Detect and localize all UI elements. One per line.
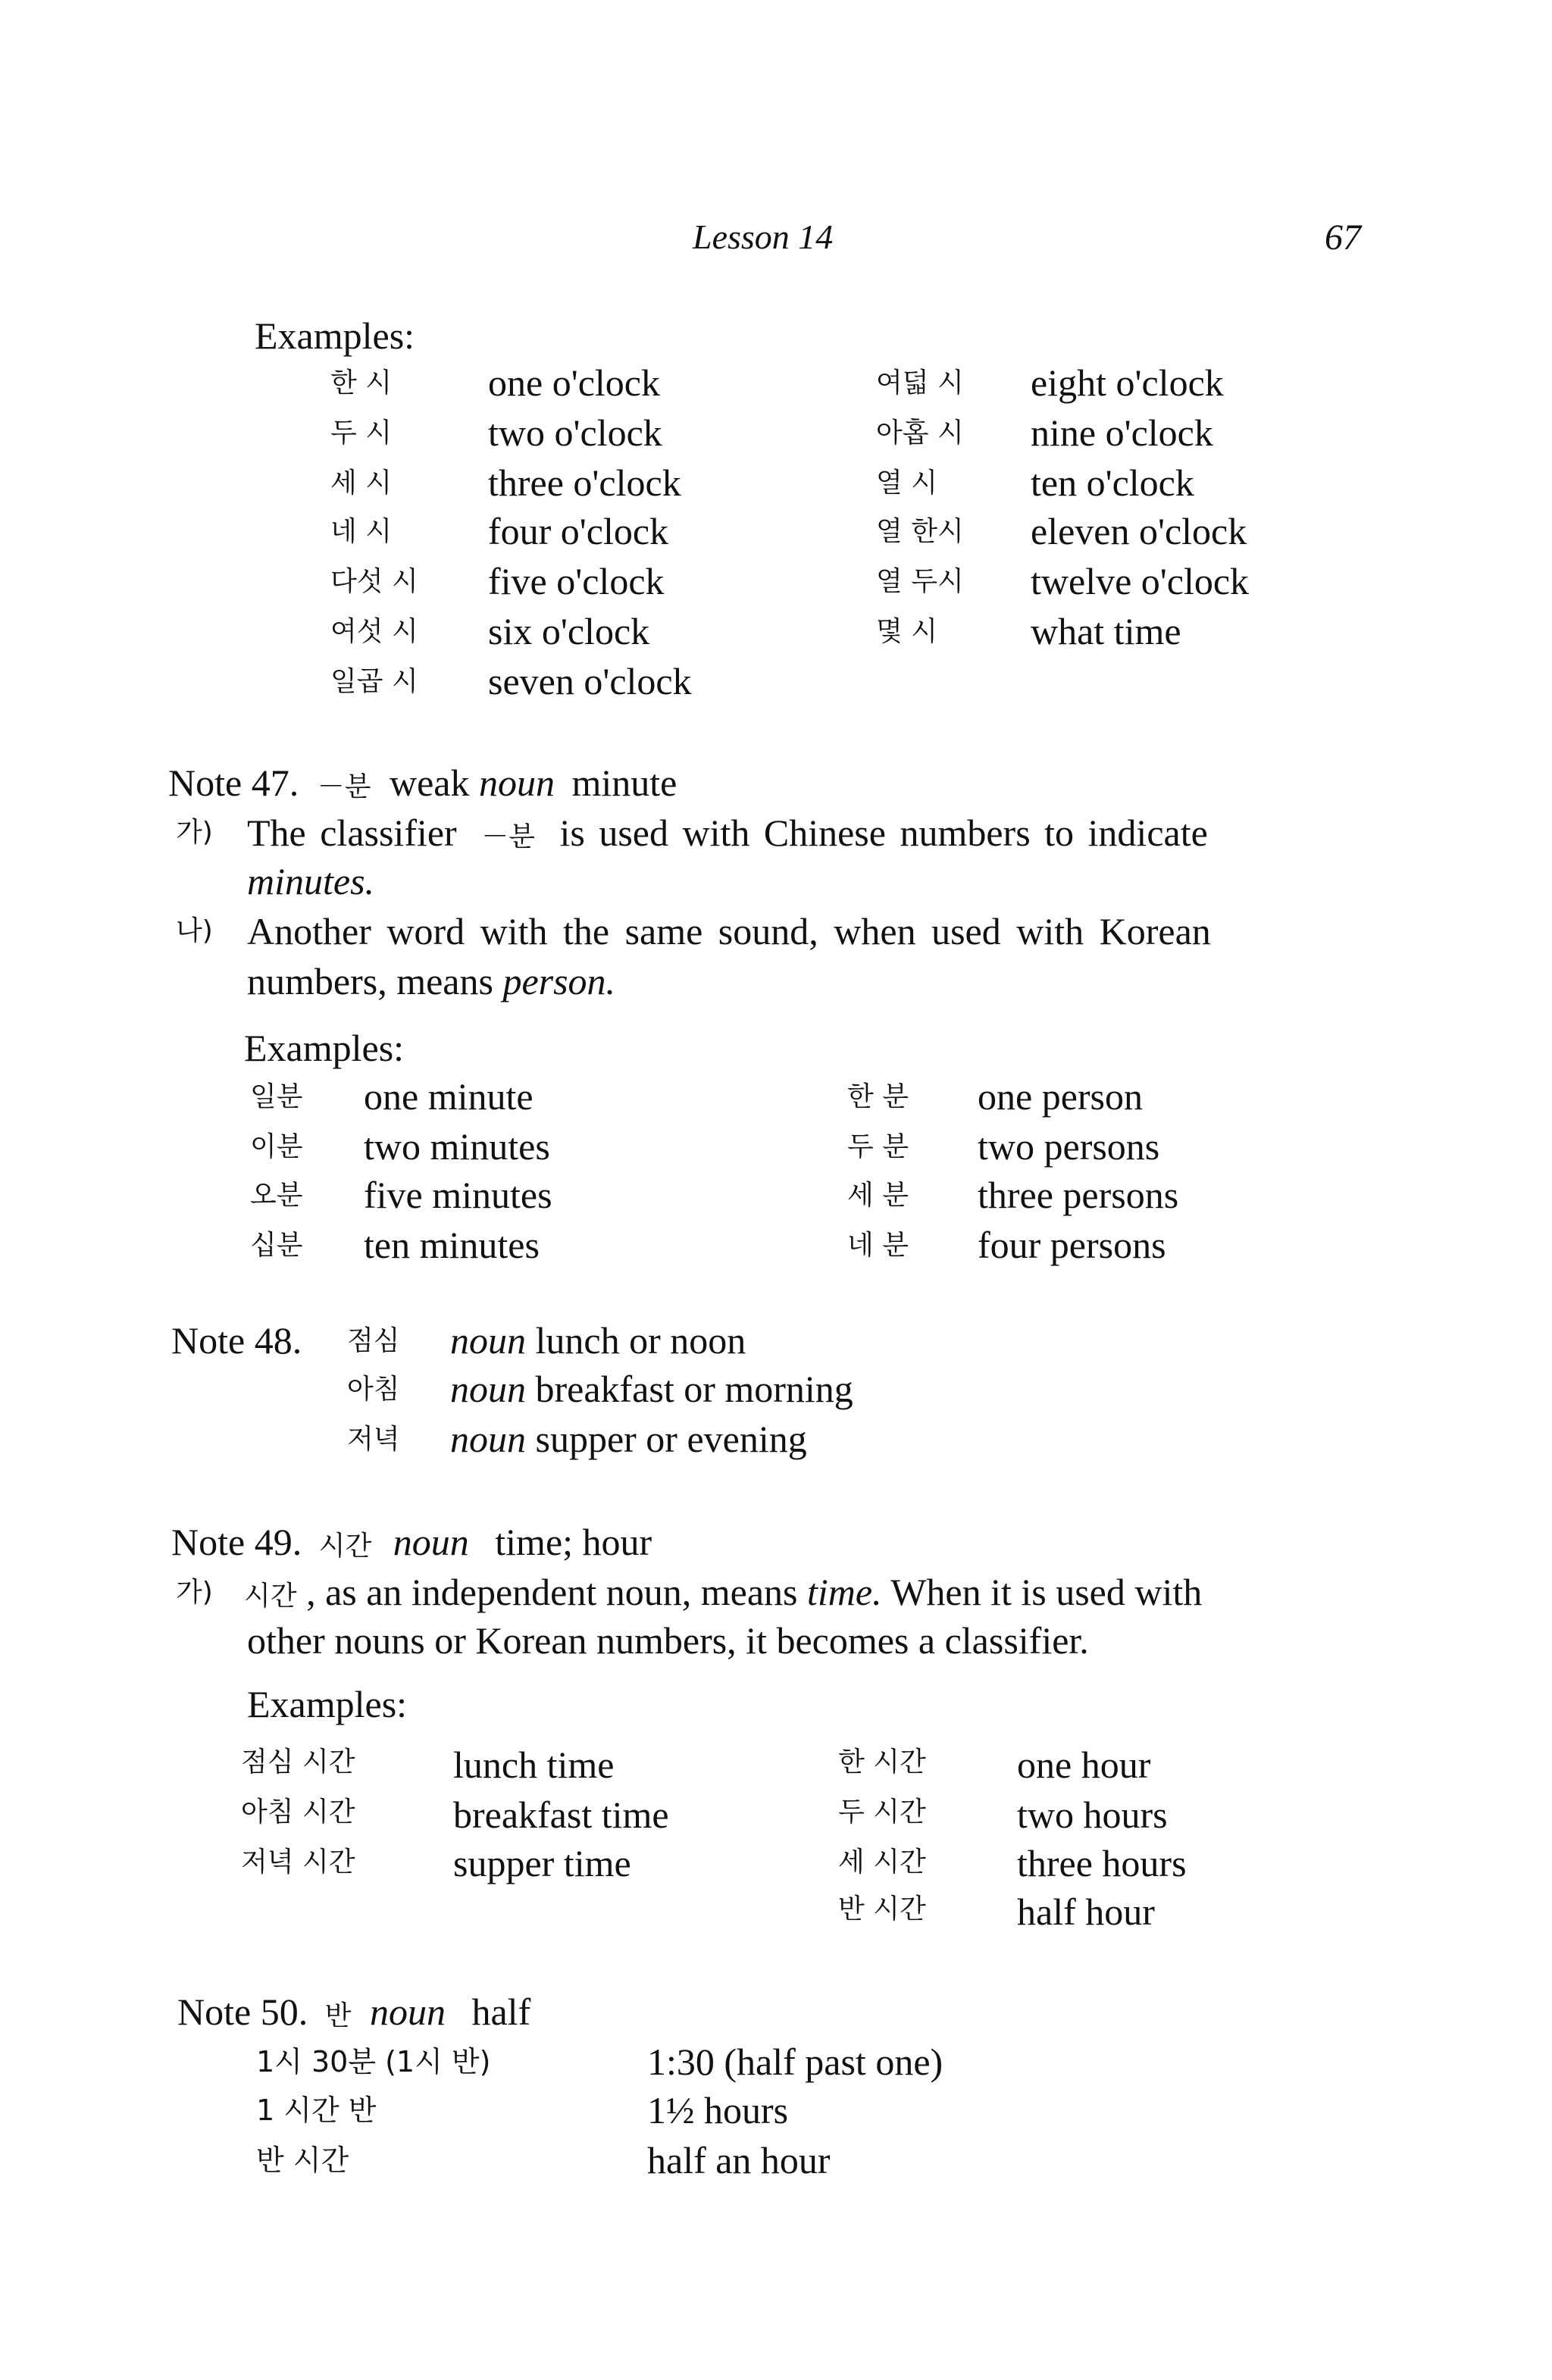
- vocab-english: supper or evening: [535, 1418, 807, 1460]
- hour-korean: 반 시간: [838, 1894, 926, 1925]
- note-47-line-b1: Another word with the same sound, when used with Korean: [247, 910, 1211, 952]
- note-49-line-a1: [244, 1573, 1202, 1611]
- hour-korean: 일곱 시: [330, 666, 418, 697]
- note-49-heading: [171, 1523, 652, 1561]
- hour-korean: 한 시간: [838, 1747, 926, 1778]
- minute-korean: 십분: [250, 1230, 303, 1261]
- vocab-entry: [450, 1319, 746, 1362]
- note-term: 시간: [318, 1531, 372, 1562]
- text-span: person.: [502, 960, 616, 1002]
- person-english: one person: [978, 1075, 1143, 1118]
- hour-english: ten o'clock: [1031, 461, 1194, 504]
- item-marker: 가): [176, 1577, 213, 1608]
- minute-english: ten minutes: [364, 1224, 540, 1266]
- page-number: 67: [1325, 217, 1361, 258]
- text-span: is used with Chinese numbers to indicate: [559, 812, 1208, 854]
- vocab-english: breakfast or morning: [535, 1368, 853, 1410]
- note-47-line-b2: [247, 962, 615, 1000]
- vocab-korean: 저녁: [347, 1424, 400, 1455]
- person-korean: 네 분: [847, 1230, 909, 1261]
- hour-english: eleven o'clock: [1031, 510, 1247, 552]
- hour-english: seven o'clock: [488, 660, 692, 702]
- hour-english: four o'clock: [488, 510, 669, 552]
- item-marker: 나): [176, 915, 213, 946]
- person-korean: 두 분: [847, 1131, 909, 1162]
- item-marker: 가): [176, 817, 213, 848]
- note-pos: noun: [450, 1418, 526, 1460]
- note-desc: weak: [389, 762, 470, 804]
- vocab-english: lunch or noon: [535, 1319, 746, 1362]
- text-span: , as an independent noun, means: [306, 1571, 798, 1613]
- examples-heading: Examples:: [255, 314, 415, 357]
- half-korean: 반 시간: [256, 2144, 349, 2177]
- minute-korean: 오분: [250, 1180, 303, 1211]
- note-50-heading: [177, 1993, 530, 2031]
- hour-english: six o'clock: [488, 610, 650, 652]
- text-span: time.: [807, 1571, 882, 1613]
- vocab-korean: 점심: [347, 1325, 400, 1356]
- korean-term: －분: [481, 821, 535, 852]
- note-label: Note 48.: [171, 1319, 302, 1362]
- minute-korean: 이분: [250, 1131, 303, 1162]
- half-korean: 1 시간 반: [256, 2094, 377, 2127]
- hour-korean: 두 시간: [838, 1797, 926, 1828]
- hour-english: one o'clock: [488, 361, 660, 404]
- note-gloss: minute: [571, 762, 677, 804]
- hour-korean: 세 시간: [838, 1847, 926, 1878]
- person-english: four persons: [978, 1224, 1166, 1266]
- note-pos: noun: [450, 1368, 526, 1410]
- half-english: 1:30 (half past one): [647, 2041, 943, 2083]
- hour-english: eight o'clock: [1031, 361, 1224, 404]
- hour-english: one hour: [1017, 1744, 1151, 1786]
- minute-english: two minutes: [364, 1125, 550, 1168]
- hour-korean: 여덟 시: [876, 367, 964, 399]
- person-korean: 세 분: [847, 1180, 909, 1211]
- note-pos: noun: [450, 1319, 526, 1362]
- hour-english: twelve o'clock: [1031, 560, 1250, 602]
- hour-english: three o'clock: [488, 461, 681, 504]
- note-pos: noun: [478, 762, 555, 804]
- hour-korean: 두 시: [330, 418, 392, 449]
- vocab-entry: [450, 1370, 853, 1408]
- note-label: Note 47.: [168, 762, 299, 804]
- hour-korean: 열 한시: [876, 516, 964, 547]
- note-47-line-a1: [247, 814, 1208, 852]
- examples-heading: Examples:: [244, 1027, 405, 1069]
- hour-korean: 아홉 시: [876, 418, 964, 449]
- hour-korean: 열 두시: [876, 566, 964, 597]
- time-korean: 점심 시간: [241, 1747, 355, 1778]
- note-gloss: half: [471, 1991, 531, 2033]
- hour-english: nine o'clock: [1031, 411, 1213, 454]
- note-term: 반: [324, 2000, 352, 2031]
- half-english: 1½ hours: [647, 2089, 789, 2131]
- note-label: Note 50.: [177, 1991, 308, 2033]
- hour-english: half hour: [1017, 1891, 1155, 1933]
- korean-term: 시간: [244, 1581, 297, 1612]
- examples-heading: Examples:: [247, 1683, 408, 1725]
- note-pos: noun: [393, 1521, 469, 1563]
- note-49-line-a2: other nouns or Korean numbers, it becomes a classifier.: [247, 1619, 1089, 1662]
- hour-korean: 열 시: [876, 468, 937, 499]
- text-span: numbers, means: [247, 960, 493, 1002]
- note-pos: noun: [369, 1991, 446, 2033]
- minute-english: five minutes: [364, 1174, 552, 1216]
- minute-korean: 일분: [250, 1081, 303, 1112]
- vocab-entry: [450, 1420, 807, 1458]
- running-header-title: Lesson 14: [693, 217, 834, 256]
- hour-english: two o'clock: [488, 411, 662, 454]
- person-english: two persons: [978, 1125, 1160, 1168]
- hour-korean: 네 시: [330, 516, 392, 547]
- note-gloss: time; hour: [495, 1521, 652, 1563]
- note-label: Note 49.: [171, 1521, 302, 1563]
- hour-english: what time: [1031, 610, 1181, 652]
- time-english: breakfast time: [453, 1794, 669, 1836]
- note-term: －분: [317, 771, 371, 802]
- hour-korean: 한 시: [330, 367, 392, 399]
- person-korean: 한 분: [847, 1081, 909, 1112]
- time-korean: 아침 시간: [241, 1797, 355, 1828]
- hour-english: five o'clock: [488, 560, 665, 602]
- person-english: three persons: [978, 1174, 1179, 1216]
- hour-english: three hours: [1017, 1842, 1187, 1884]
- time-korean: 저녁 시간: [241, 1847, 355, 1878]
- text-span: When it is used with: [890, 1571, 1203, 1613]
- hour-english: two hours: [1017, 1794, 1168, 1836]
- text-span: The classifier: [247, 812, 457, 854]
- time-english: supper time: [453, 1842, 631, 1884]
- vocab-korean: 아침: [347, 1374, 400, 1405]
- half-korean: 1시 30분 (1시 반): [256, 2045, 491, 2078]
- note-47-line-a2: minutes.: [247, 860, 375, 902]
- note-47-heading: [168, 764, 677, 802]
- hour-korean: 여섯 시: [330, 616, 418, 647]
- hour-korean: 세 시: [330, 468, 392, 499]
- time-english: lunch time: [453, 1744, 615, 1786]
- half-english: half an hour: [647, 2139, 831, 2181]
- minute-english: one minute: [364, 1075, 534, 1118]
- hour-korean: 다섯 시: [330, 566, 418, 597]
- hour-korean: 몇 시: [876, 616, 937, 647]
